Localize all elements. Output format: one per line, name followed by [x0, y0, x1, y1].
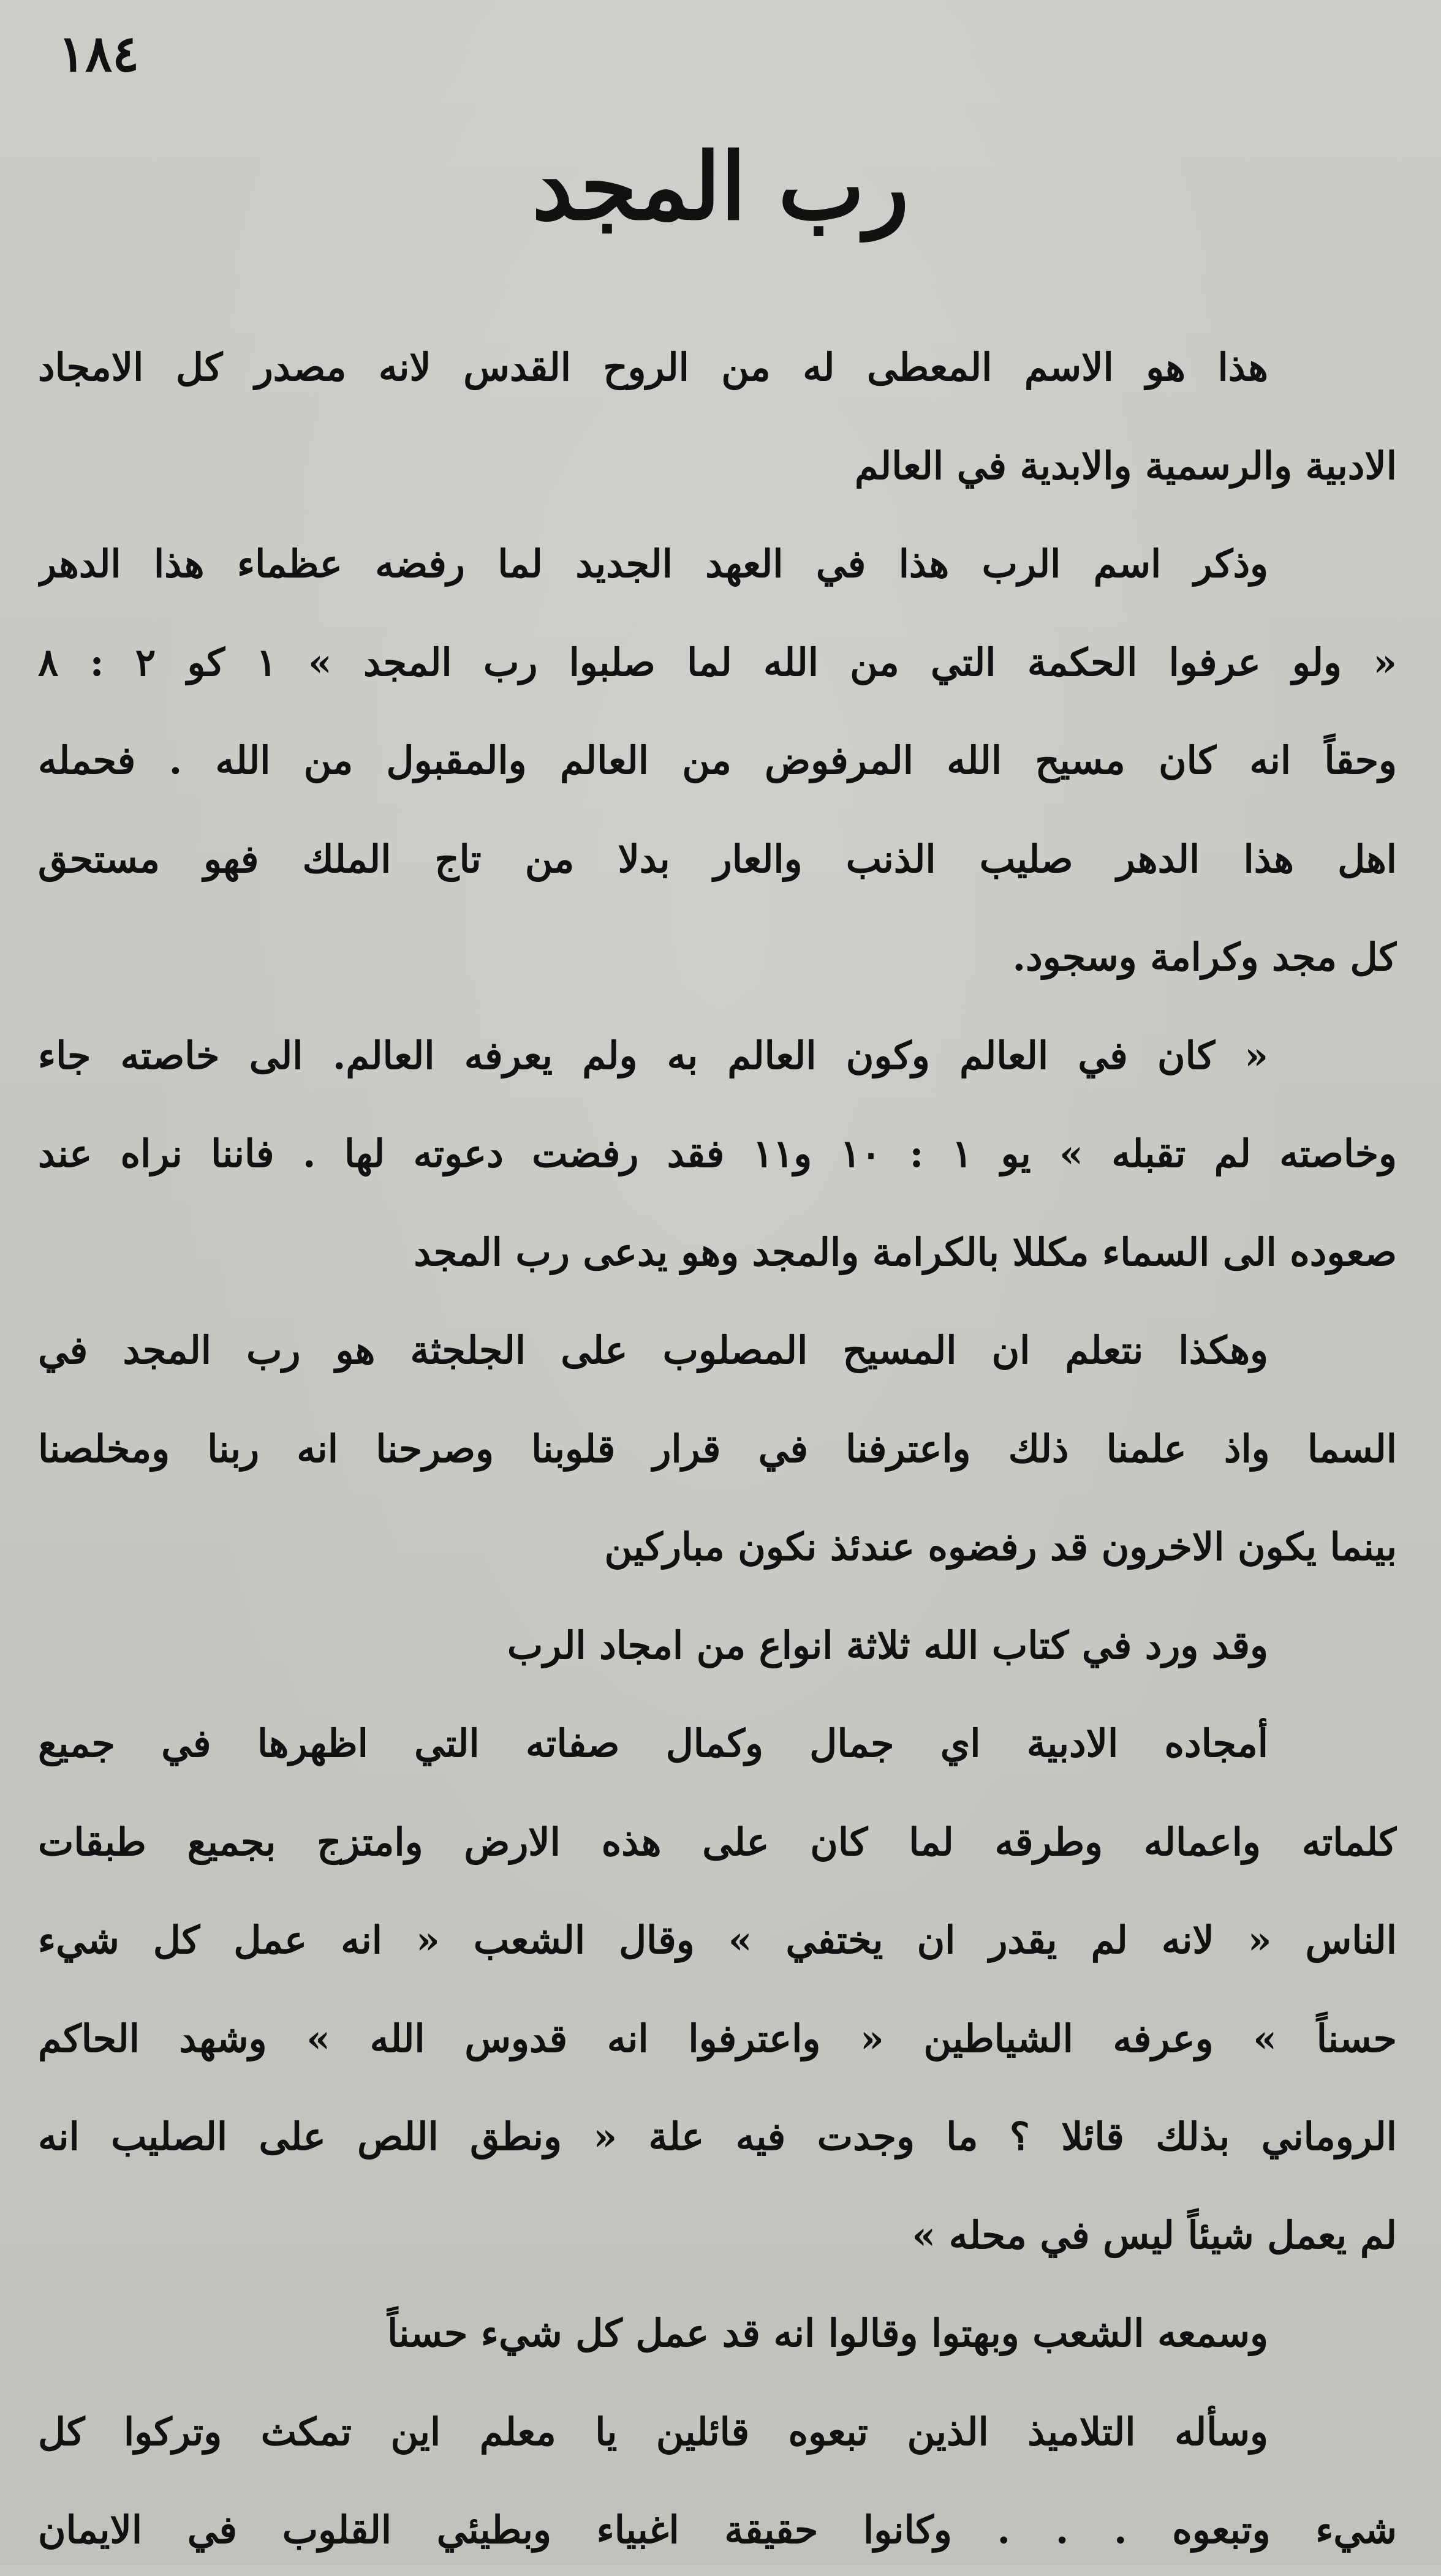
- text-line: حسناً » وعرفه الشياطين « واعترفوا انه قدوس الله » وشهد الحاكم: [38, 2016, 1397, 2061]
- text-line: وهكذا نتعلم ان المسيح المصلوب على الجلجثة هو رب المجد في: [38, 1328, 1268, 1373]
- text-line: كل مجد وكرامة وسجود.: [1012, 935, 1397, 979]
- text-line: وسمعه الشعب وبهتوا وقالوا انه قد عمل كل شيء حسناً: [387, 2311, 1268, 2356]
- page-number: ١٨٤: [58, 24, 140, 83]
- text-line: الروماني بذلك قائلا ؟ ما وجدت فيه علة « ونطق اللص على الصليب انه: [38, 2114, 1397, 2159]
- body-text: [38, 322, 1397, 2552]
- text-line: لم يعمل شيئاً ليس في محله »: [912, 2213, 1397, 2258]
- text-line: « ولو عرفوا الحكمة التي من الله لما صلبوا رب المجد » ١ كو ٢ : ٨: [38, 640, 1397, 685]
- chapter-title: رب المجد: [532, 133, 909, 241]
- text-line: الادبية والرسمية والابدية في العالم: [855, 443, 1397, 488]
- text-line: اهل هذا الدهر صليب الذنب والعار بدلا من تاج الملك فهو مستحق: [38, 837, 1397, 881]
- text-line: شيء وتبعوه . . . وكانوا حقيقة اغبياء وبطيئي القلوب في الايمان: [38, 2507, 1397, 2552]
- text-line: السما واذ علمنا ذلك واعترفنا في قرار قلوبنا وصرحنا انه ربنا ومخلصنا: [38, 1426, 1397, 1471]
- text-line: صعوده الى السماء مكللا بالكرامة والمجد وهو يدعى رب المجد: [414, 1230, 1397, 1275]
- text-line: وحقاً انه كان مسيح الله المرفوض من العالم والمقبول من الله . فحمله: [38, 738, 1397, 783]
- text-line: وخاصته لم تقبله » يو ١ : ١٠ و١١ فقد رفضت دعوته لها . فاننا نراه عند: [38, 1131, 1397, 1176]
- text-line: كلماته واعماله وطرقه لما كان على هذه الارض وامتزج بجميع طبقات: [38, 1820, 1397, 1864]
- text-line: « كان في العالم وكون العالم به ولم يعرفه العالم. الى خاصته جاء: [38, 1033, 1268, 1078]
- text-line: وقد ورد في كتاب الله ثلاثة انواع من امجاد الرب: [507, 1623, 1268, 1668]
- text-line: وذكر اسم الرب هذا في العهد الجديد لما رفضه عظماء هذا الدهر: [38, 541, 1268, 586]
- text-line: الناس « لانه لم يقدر ان يختفي » وقال الشعب « انه عمل كل شيء: [38, 1918, 1397, 1962]
- text-line: هذا هو الاسم المعطى له من الروح القدس لانه مصدر كل الامجاد: [38, 345, 1268, 390]
- text-line: أمجاده الادبية اي جمال وكمال صفاته التي اظهرها في جميع: [38, 1721, 1268, 1766]
- text-line: بينما يكون الاخرون قد رفضوه عندئذ نكون مباركين: [604, 1524, 1397, 1569]
- text-line: وسأله التلاميذ الذين تبعوه قائلين يا معلم اين تمكث وتركوا كل: [38, 2409, 1268, 2454]
